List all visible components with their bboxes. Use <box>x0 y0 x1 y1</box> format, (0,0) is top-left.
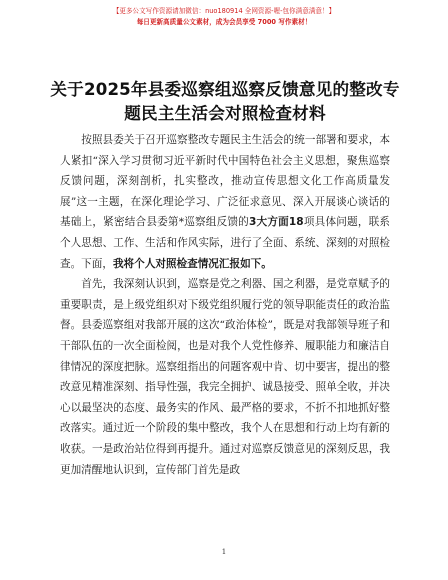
paragraph-first: 首先，我深刻认识到，巡察是党之利器、国之利器，是党章赋予的重要职责，是上级党组织对下级党组织履行党的领导职能责任的政治监督。县委巡察组对我部开展的这次“政治体检”，既是对我部领导班子和干部队伍的一次全面检阅，也是对我个人党性修养、履职能力和廉洁自律情况的深度把脉。巡察组指出的问题客观中肯、切中要害，提出的整改意见精准深刻、指导性强，我完全拥护、诚恳接受、照单全收，并决心以最坚决的态度、最务实的作风、最严格的要求，不折不扣地抓好整改落实。通过近一个阶段的集中整改，我个人在思想和行动上均有新的收获。一是政治站位得到再提升。通过对巡察反馈意见的深刻反思，我更加清醒地认识到，宣传部门首先是政 <box>60 278 390 476</box>
document-body <box>60 130 390 480</box>
intro-text-2: 项具体问题，联系个人思想、工作、生活和作风实际，进行了全面、系统、深刻的对照检查。下面， <box>60 216 391 270</box>
intro-bold-count: 3大方面18 <box>248 216 304 229</box>
banner-line-1: 【更多公文写作资源请加微信：nuo180914 全网资源-喔-包你满意满意！】 <box>112 7 336 15</box>
header-banner <box>0 6 448 28</box>
intro-bold-statement: 我将个人对照检查情况汇报如下。 <box>112 257 272 270</box>
intro-text-1: 按照县委关于召开巡察整改专题民主生活会的统一部署和要求，本人紧扣“深入学习贯彻习近平新时代中国特色社会主义思想，聚焦巡察反馈问题，深刻剖析，扎实整改，推动宣传思想文化工作高质量发展”这一主题，在深化理论学习、广泛征求意见、深入开展谈心谈话的基础上，紧密结合县委第*巡察组反馈的 <box>60 134 390 229</box>
document-title: 关于2025年县委巡察组巡察反馈意见的整改专题民主生活会对照检查材料 <box>50 80 400 123</box>
paragraph-intro <box>60 130 390 274</box>
banner-line-2: 每日更新高质量公文素材，成为会员享受 7000 写作素材！ <box>136 18 312 26</box>
page-number: 1 <box>221 548 227 556</box>
